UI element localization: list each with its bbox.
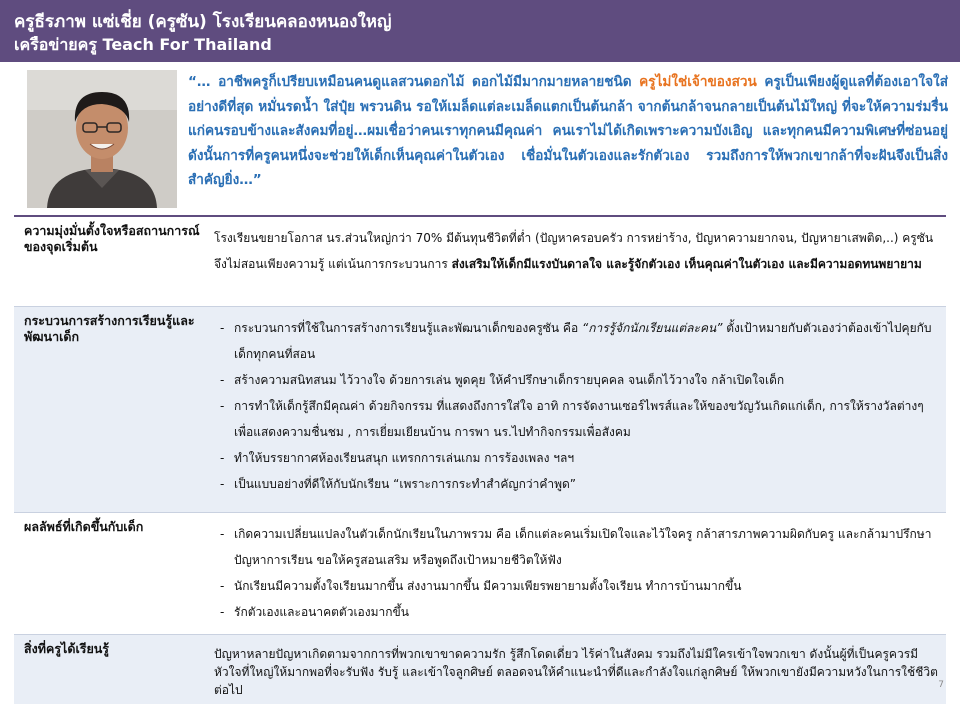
list-item: - การทำให้เด็กรู้สึกมีคุณค่า ด้วยกิจกรรม ที่แสดงถึงการใส่ใจ อาทิ การจัดงานเซอร์ไพรส์และให้ของขวัญวันเกิดแก่เด็ก, การให้รางวัลต่างๆ เพื่อแสดงความชื่นชม , การเยี่ยมเยียนบ้าน การพา นร.ไปทำกิจกรรมเพื่อสังคม <box>214 393 938 445</box>
row-content-process <box>208 306 946 512</box>
list-item: - สร้างความสนิทสนม ไว้วางใจ ด้วยการเล่น พูดคุย ให้คำปรึกษาเด็กรายบุคคล จนเด็กไว้วางใจ กล้าเปิดใจเด็ก <box>214 367 938 393</box>
process-item-1-emphasis: “การรู้จักนักเรียนแต่ละคน” <box>581 320 723 335</box>
list-item: - เป็นแบบอย่างที่ดีให้กับนักเรียน “เพราะการกระทำสำคัญกว่าคำพูด” <box>214 471 938 497</box>
row-label-commitment: ความมุ่งมั่นตั้งใจหรือสถานการณ์ของจุดเริ่มต้น <box>24 223 200 254</box>
commitment-bold-text: ส่งเสริมให้เด็กมีแรงบันดาลใจ และรู้จักตัวเอง เห็นคุณค่าในตัวเอง และมีความอดทนพยายาม <box>451 257 922 271</box>
list-item: - เกิดความเปลี่ยนแปลงในตัวเด็กนักเรียนในภาพรวม คือ เด็กแต่ละคนเริ่มเปิดใจและไว้ใจครู กล้าสารภาพความผิดกับครู และกล้ามาปรึกษาปัญหาการเรียน ขอให้ครูสอนเสริม หรือพูดถึงเป้าหมายชีวิตให้ฟัง <box>214 521 938 573</box>
list-item: - รักตัวเองและอนาคตตัวเองมากขึ้น <box>214 599 938 625</box>
page-title: ครูธีรภาพ แซ่เชี่ย (ครูซัน) โรงเรียนคลองหนองใหญ่ <box>14 12 392 32</box>
row-content-outcomes <box>208 512 946 634</box>
table-row <box>14 512 946 634</box>
table-row <box>14 306 946 512</box>
teacher-photo <box>27 70 177 208</box>
quote-part-1: “… อาชีพครูก็เปรียบเหมือนคนดูแลสวนดอกไม้ ดอกไม้มีมากมายหลายชนิด <box>188 74 640 90</box>
page-subtitle: เครือข่ายครู Teach For Thailand <box>14 35 272 54</box>
table-row <box>14 216 946 306</box>
row-label-lessons: สิ่งที่ครูได้เรียนรู้ <box>24 640 110 656</box>
quote-highlight: ครูไม่ใช่เจ้าของสวน <box>639 74 757 90</box>
teacher-quote <box>188 70 948 193</box>
page-number: 7 <box>938 680 944 690</box>
row-content-lessons: ปัญหาหลายปัญหาเกิดตามจากการที่พวกเขาขาดความรัก รู้สึกโดดเดี่ยว ไร้ค่าในสังคม รวมถึงไม่มีใครเข้าใจพวกเขา ดังนั้นผู้ที่เป็นครูควรมีหัวใจที่ใหญ่ให้มากพอที่จะรับฟัง รับรู้ และเข้าใจลูกศิษย์ ตลอดจนให้คำแนะนำที่ดีและกำลังใจแก่ลูกศิษย์ ให้พวกเขายังมีความหวังในการใช้ชีวิตต่อไป <box>214 646 938 697</box>
table-row <box>14 634 946 704</box>
quote-part-2: ครูเป็นเพียงผู้ดูแลที่ต้องเอาใจใส่อย่างดีที่สุด หมั่นรดน้ำ ใส่ปุ๋ย พรวนดิน รอให้เมล็ดแต่ละเมล็ดแตกเป็นต้นกล้า จากต้นกล้าจนกลายเป็นต้นไม้ใหญ่ ที่จะให้ความร่มรื่นแก่คนรอบข้างและสังคมที่อยู่…ผมเชื่อว่าคนเราทุกคนมีคุณค่า คนเราไม่ได้เกิดเพราะความบังเอิญ และทุกคนมีความพิเศษที่ซ่อนอยู่ ดังนั้นการที่ครูคนหนึ่งจะช่วยให้เด็กเห็นคุณค่าในตัวเอง เชื่อมั่นในตัวเองและรักตัวเอง รวมถึงการให้พวกเขากล้าที่จะฝันจึงเป็นสิ่งสำคัญยิ่ง…” <box>188 74 948 189</box>
summary-table <box>14 215 946 704</box>
commitment-text: โรงเรียนขยายโอกาส นร.ส่วนใหญ่กว่า 70% มีต้นทุนชีวิตที่ต่ำ (ปัญหาครอบครัว การหย่าร้าง, ปัญหาความยากจน, ปัญหายาเสพติด,..) ครูซัน จึงไม่สอนเพียงความรู้ แต่เน้นการกระบวนการ <box>214 231 934 271</box>
row-label-process: กระบวนการสร้างการเรียนรู้และพัฒนาเด็ก <box>24 312 195 344</box>
process-item-1-text-end: ตั้งเป้าหมายกับตัวเองว่าต้องเข้าไปคุยกับเด็กทุกคนที่สอน <box>234 320 932 361</box>
row-content-commitment <box>208 216 946 306</box>
list-item: - นักเรียนมีความตั้งใจเรียนมากขึ้น ส่งงานมากขึ้น มีความเพียรพยายามตั้งใจเรียน ทำการบ้านมากขึ้น <box>214 573 938 599</box>
process-item-1-text: กระบวนการที่ใช้ในการสร้างการเรียนรู้และพัฒนาเด็กของครูซัน คือ <box>234 320 582 335</box>
list-item <box>214 315 938 367</box>
list-item: - ทำให้บรรยากาศห้องเรียนสนุก แทรกการเล่นเกม การร้องเพลง ฯลฯ <box>214 445 938 471</box>
row-label-outcomes: ผลลัพธ์ที่เกิดขึ้นกับเด็ก <box>24 518 144 534</box>
header-bar <box>0 0 960 62</box>
